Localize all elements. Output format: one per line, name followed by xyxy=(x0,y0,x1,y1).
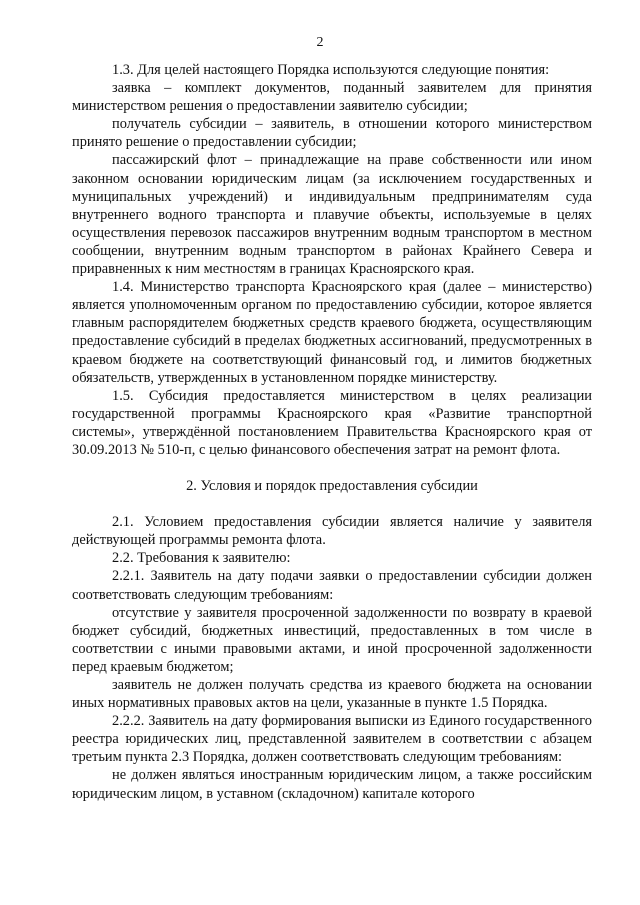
paragraph: 2.2.1. Заявитель на дату подачи заявки о предоставлении субсидии должен соответствовать следующим требованиям: xyxy=(72,568,592,603)
paragraph: заявка – комплект документов, поданный заявителем для принятия министерством решения о предоставлении заявителю субсидии; xyxy=(72,80,592,115)
document-body xyxy=(72,61,592,803)
paragraph: 1.4. Министерство транспорта Красноярского края (далее – министерство) является уполномоченным органом по предоставлению субсидии, которое является главным распорядителем бюджетных средств краевого бюджета, осуществляющим предоставление субсидий в пределах бюджетных ассигнований, предусмотренных в краевом бюджете на соответствующий финансовый год, и лимитов бюджетных обязательств, утвержденных в установленном порядке министерству. xyxy=(72,279,592,386)
page-number: 2 xyxy=(316,35,324,50)
paragraph: получатель субсидии – заявитель, в отношении которого министерством принято решение о предоставлении субсидии; xyxy=(72,116,592,151)
paragraph: заявитель не должен получать средства из краевого бюджета на основании иных нормативных правовых актов на цели, указанные в пункте 1.5 Порядка. xyxy=(72,677,592,712)
paragraph: 2.1. Условием предоставления субсидии является наличие у заявителя действующей программы ремонта флота. xyxy=(72,514,592,549)
section-heading: 2. Условия и порядок предоставления субсидии xyxy=(186,478,478,495)
paragraph: 2.2. Требования к заявителю: xyxy=(112,550,291,567)
paragraph: пассажирский флот – принадлежащие на праве собственности или ином законном основании юридическим лицам (за исключением государственных и муниципальных учреждений) и индивидуальным предпринимателям суда внутреннего водного транспорта и плавучие объекты, используемые в целях осуществления перевозок пассажиров внутренним водным транспортом в местном сообщении, внутренним водным транспортом в районах Крайнего Севера и приравненных к ним местностям в границах Красноярского края. xyxy=(72,152,592,278)
paragraph: 2.2.2. Заявитель на дату формирования выписки из Единого государственного реестра юридических лиц, представленной заявителем в соответствии с абзацем третьим пункта 2.3 Порядка, должен соответствовать следующим требованиям: xyxy=(72,713,592,766)
paragraph: не должен являться иностранным юридическим лицом, а также российским юридическим лицом, в уставном (складочном) капитале которого xyxy=(72,767,592,802)
paragraph: 1.5. Субсидия предоставляется министерством в целях реализации государственной программы Красноярского края «Развитие транспортной системы», утверждённой постановлением Правительства Красноярского края от 30.09.2013 № 510-п, с целью финансового обеспечения затрат на ремонт флота. xyxy=(72,387,592,458)
paragraph: 1.3. Для целей настоящего Порядка используются следующие понятия: xyxy=(112,62,550,78)
paragraph: отсутствие у заявителя просроченной задолженности по возврату в краевой бюджет субсидий, бюджетных инвестиций, предоставленных в том числе в соответствии с иными правовыми актами, и иной просроченной задолженности перед краевым бюджетом; xyxy=(72,604,592,675)
